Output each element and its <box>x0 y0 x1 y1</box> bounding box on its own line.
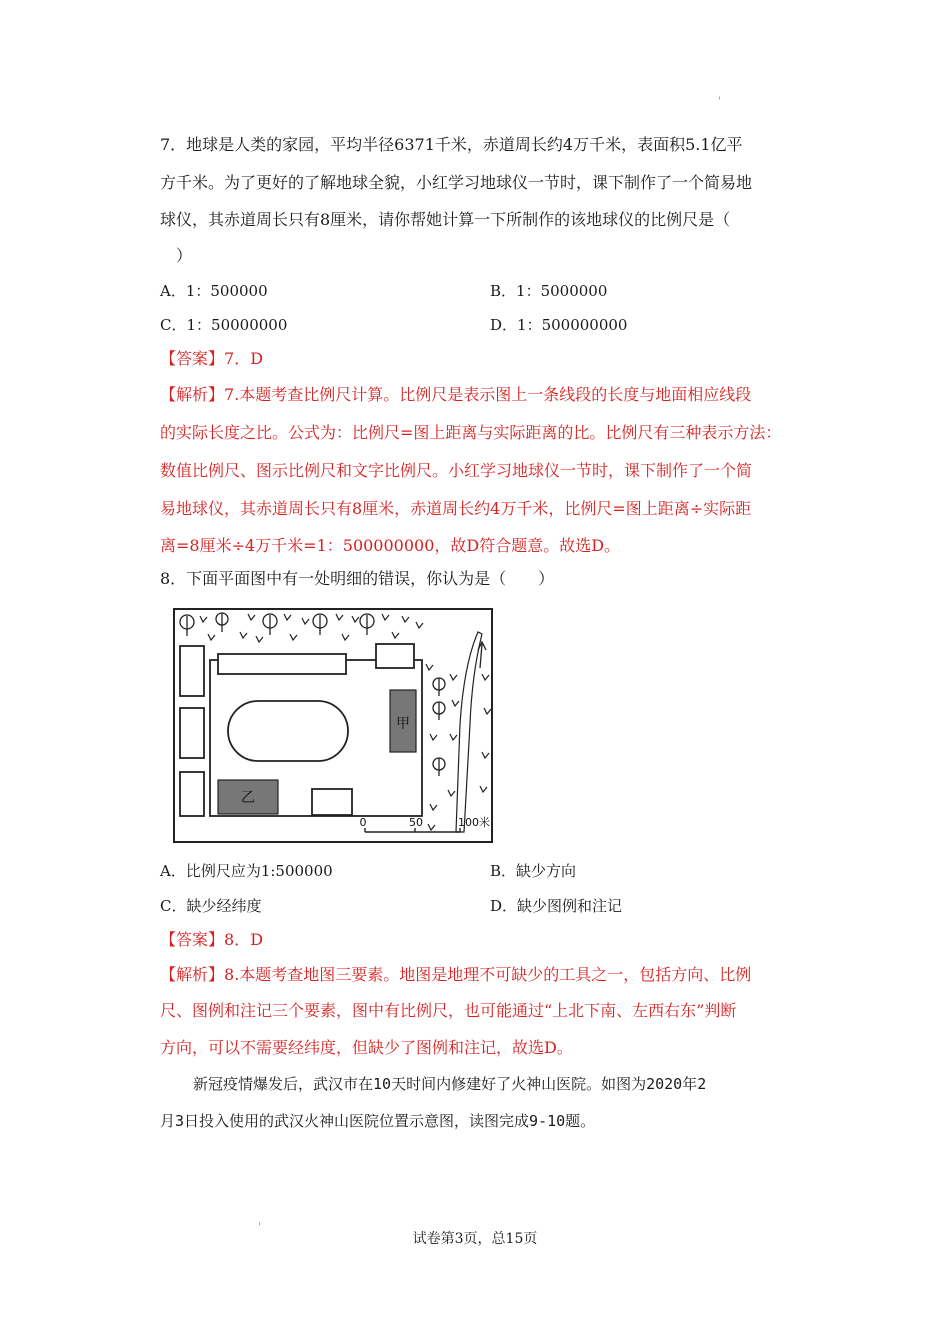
tree-icon <box>433 678 445 696</box>
scale-label-50: 50 <box>409 816 423 829</box>
analysis-text: 7.本题考查比例尺计算。比例尺是表示图上一条线段的长度与地面相应线段 <box>224 385 752 404</box>
q8-stem: 8．下面平面图中有一处明细的错误，你认为是（ ） <box>160 569 555 588</box>
q8-option-b: B．缺少方向 <box>490 862 577 880</box>
q8-analysis-line-2: 尺、图例和注记三个要素，图中有比例尺，也可能通过“上北下南、左西右东”判断 <box>160 1001 737 1020</box>
corner-building <box>376 644 414 668</box>
q8-answer <box>160 929 263 951</box>
q7-stem-line-4: ） <box>176 246 193 265</box>
q7-analysis-line-3: 数值比例尺、图示比例尺和文字比例尺。小红学习地球仪一节时，课下制作了一个简 <box>160 461 753 480</box>
label-jia: 甲 <box>396 716 410 732</box>
site-plan-map <box>160 604 510 844</box>
analysis-text: 8.本题考查地图三要素。地图是地理不可缺少的工具之一，包括方向、比例 <box>224 965 752 984</box>
tree-icon <box>360 614 374 635</box>
q8-option-a: A．比例尺应为1:500000 <box>160 862 333 880</box>
intro-line-1: 新冠疫情爆发后，武汉市在10天时间内修建好了火神山医院。如图为2020年2 <box>193 1075 707 1093</box>
q7-option-b: B．1：5000000 <box>490 282 608 300</box>
corner-mark-top: ' <box>718 96 721 107</box>
q7-stem-line-3: 球仪，其赤道周长只有8厘米，请你帮她计算一下所制作的该地球仪的比例尺是（ <box>160 210 731 229</box>
q7-option-d: D．1：500000000 <box>490 316 628 334</box>
q8-analysis-line-1 <box>160 964 751 986</box>
scale-label-100: 100米 <box>458 816 490 829</box>
left-building-2 <box>180 708 204 758</box>
tree-icon <box>216 613 228 632</box>
tree-icon <box>433 758 445 776</box>
answer-tag: 【答案】 <box>160 930 225 949</box>
tree-icon <box>433 702 445 720</box>
q7-stem-line-2: 方千米。为了更好的了解地球全貌，小红学习地球仪一节时，课下制作了一个简易地 <box>160 173 753 192</box>
analysis-tag: 【解析】 <box>160 965 225 984</box>
label-yi: 乙 <box>241 790 255 806</box>
long-building <box>218 654 346 674</box>
q7-option-c: C．1：50000000 <box>160 316 288 334</box>
tree-icon <box>263 614 277 635</box>
page-footer: 试卷第3页，总15页 <box>412 1231 538 1247</box>
q7-option-a: A．1：500000 <box>160 282 268 300</box>
answer-value: 8．D <box>224 930 264 949</box>
scale-label-0: 0 <box>359 816 367 829</box>
q7-analysis-line-1 <box>160 384 751 406</box>
q8-analysis-line-3: 方向，可以不需要经纬度，但缺少了图例和注记，故选D。 <box>160 1038 573 1057</box>
q7-analysis-line-5: 离=8厘米÷4万千米=1：500000000，故D符合题意。故选D。 <box>160 536 621 555</box>
running-track <box>228 701 348 761</box>
q7-stem-line-1: 7．地球是人类的家园，平均半径6371千米，赤道周长约4万千米，表面积5.1亿平 <box>160 135 743 154</box>
left-building-1 <box>180 646 204 696</box>
corner-mark-bottom: ' <box>258 1222 261 1233</box>
gate-building <box>312 789 352 815</box>
q8-option-d: D．缺少图例和注记 <box>490 897 623 915</box>
q7-analysis-line-4: 易地球仪，其赤道周长只有8厘米，赤道周长约4万千米，比例尺=图上距离÷实际距 <box>160 499 752 518</box>
tree-icon <box>313 614 327 635</box>
river <box>456 632 482 832</box>
q8-option-c: C．缺少经纬度 <box>160 897 262 915</box>
analysis-tag: 【解析】 <box>160 385 225 404</box>
left-building-3 <box>180 772 204 816</box>
tree-icon <box>180 615 194 636</box>
q7-analysis-line-2: 的实际长度之比。公式为：比例尺=图上距离与实际距离的比。比例尺有三种表示方法： <box>160 423 782 442</box>
q7-answer <box>160 348 263 370</box>
intro-line-2: 月3日投入使用的武汉火神山医院位置示意图，读图完成9-10题。 <box>160 1112 596 1130</box>
answer-value: 7．D <box>224 349 264 368</box>
answer-tag: 【答案】 <box>160 349 225 368</box>
